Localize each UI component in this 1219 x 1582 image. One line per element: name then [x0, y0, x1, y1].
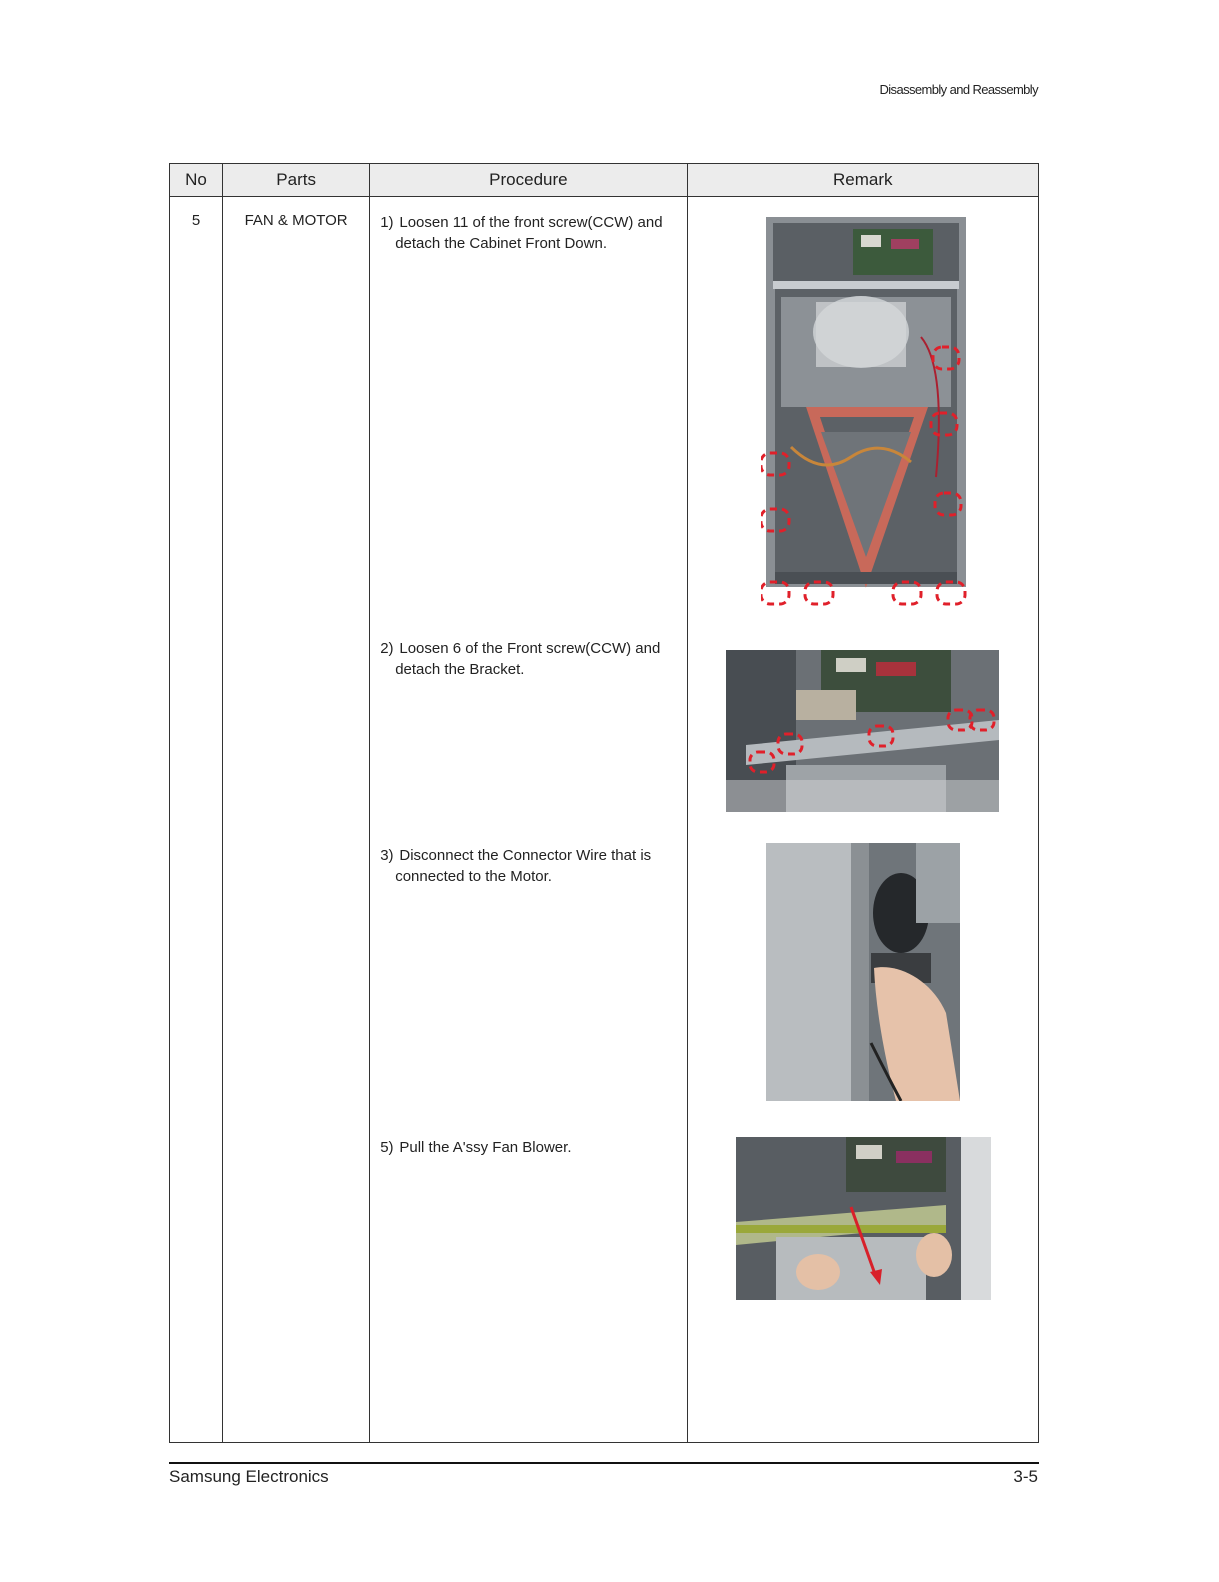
- column-header-no: No: [170, 164, 223, 197]
- procedure-step-2: [380, 638, 670, 680]
- screw-marker-overlay: [726, 650, 999, 812]
- step-text-line-1: Disconnect the Connector Wire that is: [399, 847, 652, 864]
- screw-marker-5: [761, 509, 789, 531]
- step-text-line-2: detach the Cabinet Front Down.: [395, 235, 607, 252]
- step-number: 3): [380, 847, 394, 864]
- procedure-cell: [370, 197, 687, 1443]
- footer-rule: [169, 1462, 1039, 1464]
- procedure-step-1: [380, 212, 670, 254]
- screw-marker-4: [761, 453, 789, 475]
- column-header-procedure: Procedure: [370, 164, 687, 197]
- step-text-line-1: Pull the A'ssy Fan Blower.: [399, 1139, 572, 1156]
- screw-marker-2: [931, 413, 957, 435]
- table-header-row: [170, 164, 1039, 197]
- screw-marker-4: [948, 710, 972, 730]
- column-header-remark: Remark: [687, 164, 1038, 197]
- screw-marker-8: [893, 582, 921, 604]
- row-number: 5: [170, 197, 223, 1443]
- screw-marker-3: [935, 493, 961, 515]
- step-text-line-1: Loosen 11 of the front screw(CCW) and: [399, 214, 663, 231]
- screw-marker-5: [970, 710, 994, 730]
- screw-marker-3: [869, 726, 893, 746]
- remark-cell: [687, 197, 1038, 1443]
- connector-wire-photo: [766, 843, 960, 1101]
- screw-marker-7: [805, 582, 833, 604]
- step-text-line-2: connected to the Motor.: [395, 868, 552, 885]
- step-number: 5): [380, 1139, 394, 1156]
- fan-blower-photo: [736, 1137, 991, 1300]
- bracket-photo: [726, 650, 999, 812]
- step-text-line-1: Loosen 6 of the Front screw(CCW) and: [399, 640, 661, 657]
- procedure-table: [169, 163, 1039, 1443]
- step-text-line-2: detach the Bracket.: [395, 661, 525, 678]
- screw-marker-1: [750, 752, 774, 772]
- cabinet-front-photo: [761, 217, 981, 612]
- procedure-step-3: [380, 845, 670, 887]
- row-parts: FAN & MOTOR: [223, 197, 370, 1443]
- step-number: 1): [380, 214, 394, 231]
- footer-company: Samsung Electronics: [169, 1467, 329, 1486]
- screw-marker-overlay: [761, 217, 981, 612]
- section-title: Disassembly and Reassembly: [879, 82, 1038, 97]
- step-number: 2): [380, 640, 394, 657]
- footer-page-number: 3-5: [1013, 1467, 1038, 1486]
- screw-marker-1: [933, 347, 959, 369]
- column-header-parts: Parts: [223, 164, 370, 197]
- procedure-step-5: [380, 1137, 670, 1158]
- screw-marker-6: [761, 582, 789, 604]
- table-row: [170, 197, 1039, 1443]
- screw-marker-2: [778, 734, 802, 754]
- screw-marker-9: [937, 582, 965, 604]
